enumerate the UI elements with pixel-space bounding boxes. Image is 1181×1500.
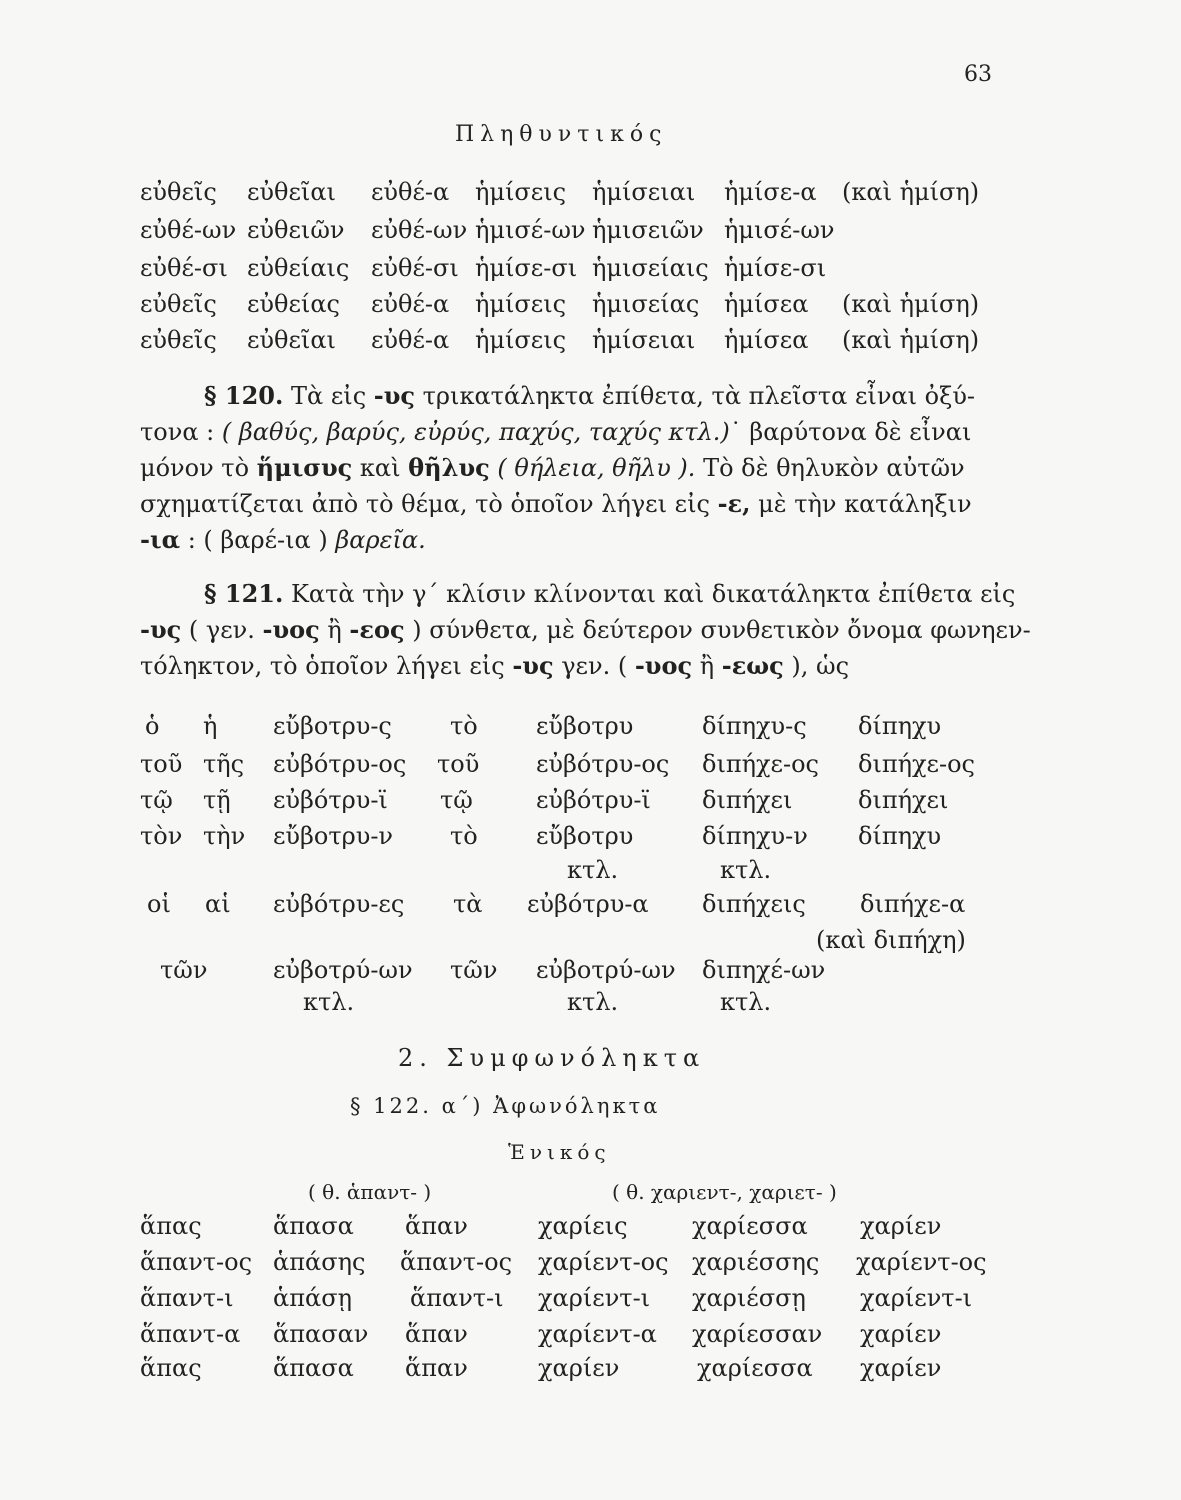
table-row: εὐθέ-ων εὐθειῶν εὐθέ-ων ἡμισέ-ων ἡμισειῶν ἡμισέ-ων xyxy=(140,216,835,244)
table-row: οἱ αἱ εὐβότρυ-ες τὰ εὐβότρυ-α διπήχεις διπήχε-α xyxy=(147,890,966,918)
table-row: εὐθεῖς εὐθεῖαι εὐθέ-α ἡμίσεις ἡμίσειαι ἡμίσεα (καὶ ἡμίση) xyxy=(140,326,980,354)
table-row: τῷ τῇ εὐβότρυ-ϊ τῷ εὐβότρυ-ϊ διπήχει διπήχει xyxy=(140,786,949,814)
plural-heading: Πληθυντικός xyxy=(455,122,668,147)
table-row: εὐθεῖς εὐθεῖαι εὐθέ-α ἡμίσεις ἡμίσειαι ἡμίσε-α (καὶ ἡμίση) xyxy=(140,178,980,206)
singular-heading: Ἑνικός xyxy=(508,1140,611,1164)
section-number: § 120. xyxy=(204,381,284,410)
table-row: (καὶ διπήχη) xyxy=(816,926,966,954)
table-row: ἅπαντ-α ἅπασαν ἅπαν χαρίεντ-α χαρίεσσαν χαρίεν xyxy=(140,1320,942,1348)
paragraph-121: § 121. Κατὰ τὴν γ΄ κλίσιν κλίνονται καὶ δικατάληκτα ἐπίθετα εἰς -υς ( γεν. -υος ἢ -εος ) σύνθετα, μὲ δεύτερον συνθετικὸν ὄνομα φωνηεν- τόληκτον, τὸ ὁποῖον λήγει εἰς -υς γεν. ( -υος ἢ -εως ), ὡς xyxy=(140,579,1031,680)
stem-label: ( θ. χαριεντ-, χαριετ- ) xyxy=(612,1180,837,1204)
paragraph-120: § 120. Τὰ εἰς -υς τρικατάληκτα ἐπίθετα, τὰ πλεῖστα εἶναι ὀξύ- τονα : ( βαθύς, βαρύς, εὐρύς, παχύς, ταχύς κτλ.)˙ βαρύτονα δὲ εἶναι μόνον τὸ ἥμισυς καὶ θῆλυς ( θήλεια, θῆλυ ). Τὸ δὲ θηλυκὸν αὐτῶν σχηματίζεται ἀπὸ τὸ θέμα, τὸ ὁποῖον λήγει εἰς -ε, μὲ τὴν κατάληξιν -ια : ( βαρέ-ια ) βαρεῖα. xyxy=(140,381,976,554)
table-row: ὁ ἡ εὔβοτρυ-ς τὸ εὔβοτρυ δίπηχυ-ς δίπηχυ xyxy=(145,712,942,740)
table-row: τῶν εὐβοτρύ-ων τῶν εὐβοτρύ-ων διπηχέ-ων xyxy=(160,956,826,984)
table-row: τοῦ τῆς εὐβότρυ-ος τοῦ εὐβότρυ-ος διπήχε-ος διπήχε-ος xyxy=(140,750,975,778)
section-heading: 2. Συμφωνόληκτα xyxy=(398,1044,706,1072)
subsection-heading: § 122. α΄) Ἀφωνόληκτα xyxy=(350,1094,661,1118)
page-number: 63 xyxy=(964,62,992,87)
table-row: ἅπαντ-ος ἁπάσης ἅπαντ-ος χαρίεντ-ος χαριέσσης χαρίεντ-ος xyxy=(140,1248,987,1276)
table-row: εὐθεῖς εὐθείας εὐθέ-α ἡμίσεις ἡμισείας ἡμίσεα (καὶ ἡμίση) xyxy=(140,290,980,318)
table-row: ἅπας ἅπασα ἅπαν χαρίεις χαρίεσσα χαρίεν xyxy=(140,1212,942,1240)
section-number: § 121. xyxy=(204,579,284,608)
table-row: κτλ. κτλ. xyxy=(567,856,772,884)
table-row: ἅπαντ-ι ἁπάσῃ ἅπαντ-ι χαρίεντ-ι χαριέσσῃ χαρίεντ-ι xyxy=(140,1284,973,1312)
table-row: εὐθέ-σι εὐθείαις εὐθέ-σι ἡμίσε-σι ἡμισείαις ἡμίσε-σι xyxy=(140,254,827,282)
stem-label: ( θ. ἁπαντ- ) xyxy=(308,1180,432,1204)
table-row: κτλ. κτλ. κτλ. xyxy=(303,988,772,1016)
table-row: τὸν τὴν εὔβοτρυ-ν τὸ εὔβοτρυ δίπηχυ-ν δίπηχυ xyxy=(140,822,942,850)
table-row: ἅπας ἅπασα ἅπαν χαρίεν χαρίεσσα χαρίεν xyxy=(140,1354,942,1382)
